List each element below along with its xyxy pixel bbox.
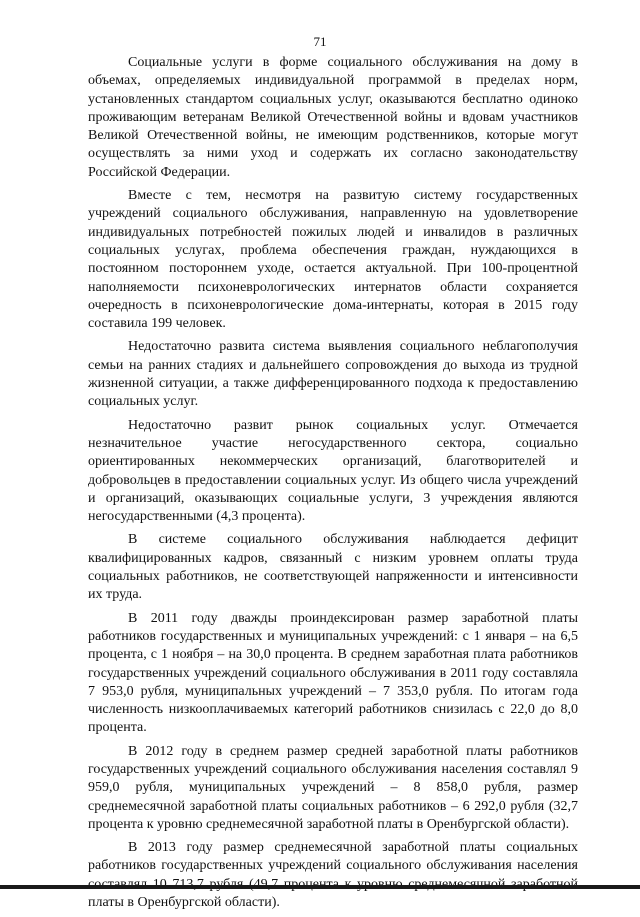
page-number: 71 bbox=[313, 34, 327, 49]
bottom-divider bbox=[0, 885, 640, 889]
paragraph-staff-deficit: В системе социального обслуживания наблюдается дефицит квалифицированных кадров, связанный с низким уровнем оплаты труда социальных работников, не соответствующей напряженности и интенсивности их труда. bbox=[88, 532, 578, 603]
paragraph-services-market: Недостаточно развит рынок социальных услуг. Отмечается незначительное участие негосударственного сектора, социально ориентированных некоммерческих организаций, благотворителей и добровольцев в предоставлении социальных услуг. Из общего числа учреждений и организаций, оказывающих социальные услуги, 3 учреждения являются негосударственными (4,3 процента). bbox=[88, 417, 578, 525]
document-body bbox=[88, 54, 578, 917]
paragraph-salary-2011: В 2011 году дважды проиндексирован размер заработной платы работников государственных и муниципальных учреждений: с 1 января – на 6,5 процента, с 1 ноября – на 30,0 процента. В среднем заработная плата работников государственных учреждений социального обслуживания в 2011 году составляла 7 953,0 рубля, муниципальных учреждений – 7 353,0 рубля. По итогам года численность низкооплачиваемых категорий работников снизилась с 22,0 до 8,0 процента. bbox=[88, 610, 578, 736]
paragraph-home-services: Социальные услуги в форме социального обслуживания на дому в объемах, определяемых индивидуальной программой в пределах норм, установленных стандартом социальных услуг, оказываются бесплатно одиноко проживающим ветеранам Великой Отечественной войны и вдовам участников Великой Отечественной войны, не имеющим родственников, которые могут осуществлять за ними уход и содержать их согласно законодательству Российской Федерации. bbox=[88, 55, 578, 180]
paragraph-family-detection: Недостаточно развита система выявления социального неблагополучия семьи на ранних стадиях и дальнейшего сопровождения до выхода из трудной жизненной ситуации, а также дифференцированного подхода к предоставлению социальных услуг. bbox=[88, 339, 578, 410]
paragraph-salary-2013: В 2013 году размер среднемесячной заработной платы социальных работников государственных учреждений социального обслуживания населения платы в Оренбургской области). bbox=[88, 840, 578, 911]
paragraph-salary-2012: В 2012 году в среднем размер средней заработной платы работников государственных учреждений социального обслуживания населения составлял 9 959,0 рубля, муниципальных учреждений – 8 858,0 рубля, размер среднемесячной заработной платы социальных работников – 6 292,0 рубля (32,7 процента к уровню среднемесячной заработной платы в Оренбургской области). bbox=[88, 743, 578, 832]
paragraph-institutions-system: Вместе с тем, несмотря на развитую систему государственных учреждений социального обслуживания, направленную на удовлетворение индивидуальных потребностей пожилых людей и инвалидов в различных социальных услугах, проблема обеспечения граждан, нуждающихся в постоянном постороннем уходе, остается актуальной. При 100-процентной наполняемости психоневрологических интернатов области сохраняется очередность в психоневрологические дома-интернаты, которая в 2015 году составила 199 человек. bbox=[88, 188, 578, 332]
